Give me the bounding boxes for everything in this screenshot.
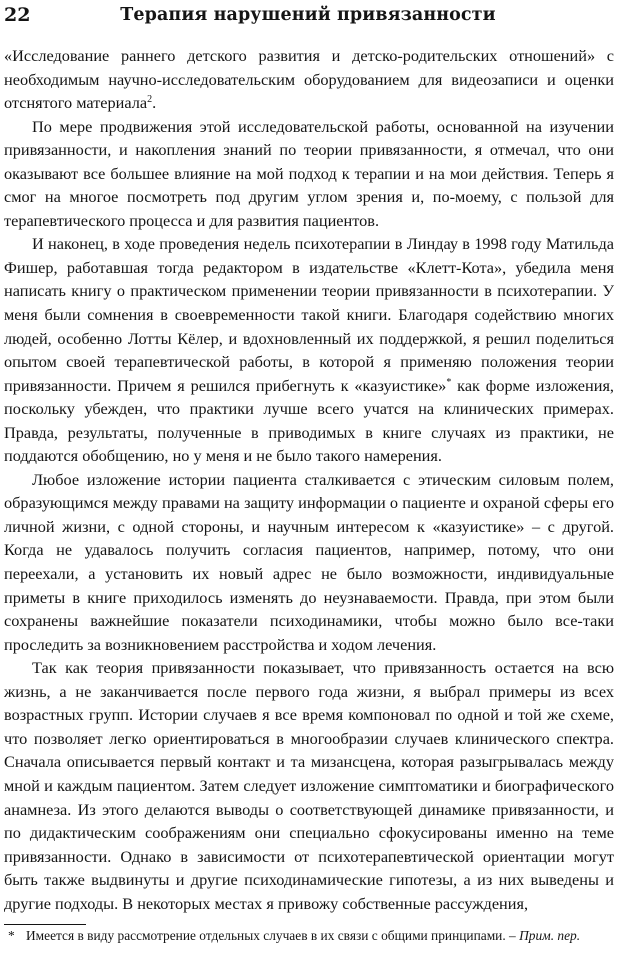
footnote-text: Имеется в виду рассмотрение отдельных случаев в их связи с общими принципами. –	[26, 928, 516, 943]
paragraph	[4, 115, 614, 233]
paragraph	[4, 232, 614, 467]
body-text	[4, 44, 614, 915]
paragraph-text-tail: как форме изложения, поскольку убежден, что практики лучше всего учатся на клинических примерах. Правда, результаты, полученные в приводимых в книге случаях из практики, не поддаются обобщению, но у меня и не было такого намерения.	[4, 375, 614, 466]
page-number: 22	[4, 4, 31, 26]
footnote	[4, 927, 614, 945]
paragraph-text: И наконец, в ходе проведения недель психотерапии в Линдау в 1998 году Матильда Фишер, работавшая тогда редактором в издательстве «Клетт-Кота», убедила меня написать книгу о практическом применении теории привязанности в психотерапии. У меня были сомнения в своевременности такой книги. Благодаря содействию многих людей, особенно Лотты Кёлер, и вдохновленный их поддержкой, я решил поделиться опытом своей терапевтической работы, в которой я применяю положения теории привязанности. Причем я решился прибегнуть к «казуистике»	[4, 234, 614, 395]
paragraph	[4, 656, 614, 915]
paragraph-text-tail: .	[152, 93, 157, 113]
paragraph-text: По мере продвижения этой исследовательской работы, основанной на изучении привязанности, и накопления знаний по теории привязанности, я отмечал, что они оказывают все большее влияние на мой подход к терапии и на мои действия. Теперь я смог на многое посмотреть под другим углом зрения и, по-моему, с пользой для терапевтического процесса и для развития пациентов.	[4, 116, 614, 230]
paragraph-text: Так как теория привязанности показывает, что привязанность остается на всю жизнь, а не заканчивается после первого года жизни, я выбрал примеры из всех возрастных групп. Истории случаев я все время компоновал по одной и той же схеме, что позволяет легко ориентироваться в многообразии случаев клинического спектра. Сначала описывается первый контакт и та мизансцена, которая разыгрывалась между мной и каждым пациентом. Затем следует изложение симптоматики и биографического анамнеза. Из этого делаются выводы о соответствующей динамике привязанности, и по дидактическим соображениям они специально сфокусированы именно на теме привязанности. Однако в зависимости от психотерапевтической ориентации могут быть также выдвинуты и другие психодинамические гипотезы, а из них выведены и другие подходы. В некоторых местах я привожу собственные рассуждения,	[4, 658, 614, 913]
footnote-mark: *	[8, 928, 15, 943]
paragraph-text: Любое изложение истории пациента сталкивается с этическим силовым полем, образующимся между правами на защиту информации о пациенте и охраной сферы его личной жизни, с одной стороны, и научным интересом к «казуистике» – с другой. Когда не удавалось получить согласия пациентов, например, потому, что они переехали, а установить их новый адрес не было возможности, индивидуальные приметы в книге приходилось изменять до неузнаваемости. Правда, при этом были сохранены важнейшие показатели психодинамики, чтобы можно было все-таки проследить за возникновением расстройства и ходом лечения.	[4, 469, 614, 654]
footnote-reference: 2	[147, 94, 153, 106]
footnote-reference: *	[446, 376, 452, 388]
footnote-divider	[4, 924, 86, 925]
translator-note: Прим. пер.	[519, 928, 581, 943]
paragraph	[4, 468, 614, 656]
running-title: Терапия нарушений привязанности	[120, 5, 496, 25]
running-head	[4, 4, 612, 30]
paragraph-text: «Исследование раннего детского развития и детско-родительских отношений» с необходимым научно-исследовательским оборудованием для видеозаписи и оценки отснятого материала	[4, 46, 614, 113]
paragraph	[4, 44, 614, 115]
